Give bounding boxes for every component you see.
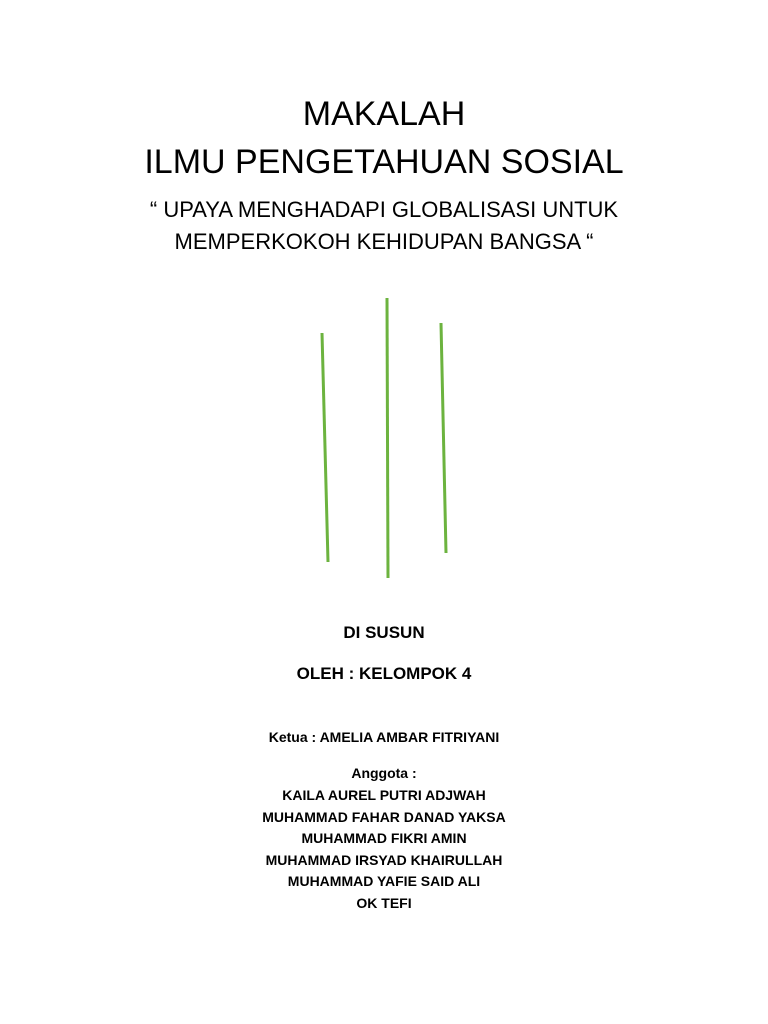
member-item: OK TEFI [356, 894, 412, 911]
member-item: MUHAMMAD FIKRI AMIN [301, 830, 467, 846]
members-label: Anggota : [351, 765, 417, 781]
group-label: OLEH : KELOMPOK 4 [296, 664, 472, 683]
member-item: MUHAMMAD IRSYAD KHAIRULLAH [265, 851, 503, 868]
leader-label: Ketua : AMELIA AMBAR FITRIYANI [268, 729, 500, 745]
decorative-line-right [441, 323, 446, 553]
member-item: MUHAMMAD YAFIE SAID ALI [287, 873, 481, 889]
member-item: MUHAMMAD FAHAR DANAD YAKSA [262, 808, 506, 825]
decorative-line-center [387, 298, 388, 578]
compiled-label: DI SUSUN [343, 623, 425, 642]
member-item: KAILA AUREL PUTRI ADJWAH [282, 787, 486, 803]
members-list [0, 785, 768, 914]
title-line-2: ILMU PENGETAHUAN SOSIAL [144, 143, 624, 181]
title-line-1: MAKALAH [302, 95, 466, 133]
decorative-line-left [322, 333, 328, 562]
subtitle-line-1: “ UPAYA MENGHADAPI GLOBALISASI UNTUK [149, 197, 619, 222]
subtitle-line-2: MEMPERKOKOH KEHIDUPAN BANGSA “ [174, 229, 594, 254]
